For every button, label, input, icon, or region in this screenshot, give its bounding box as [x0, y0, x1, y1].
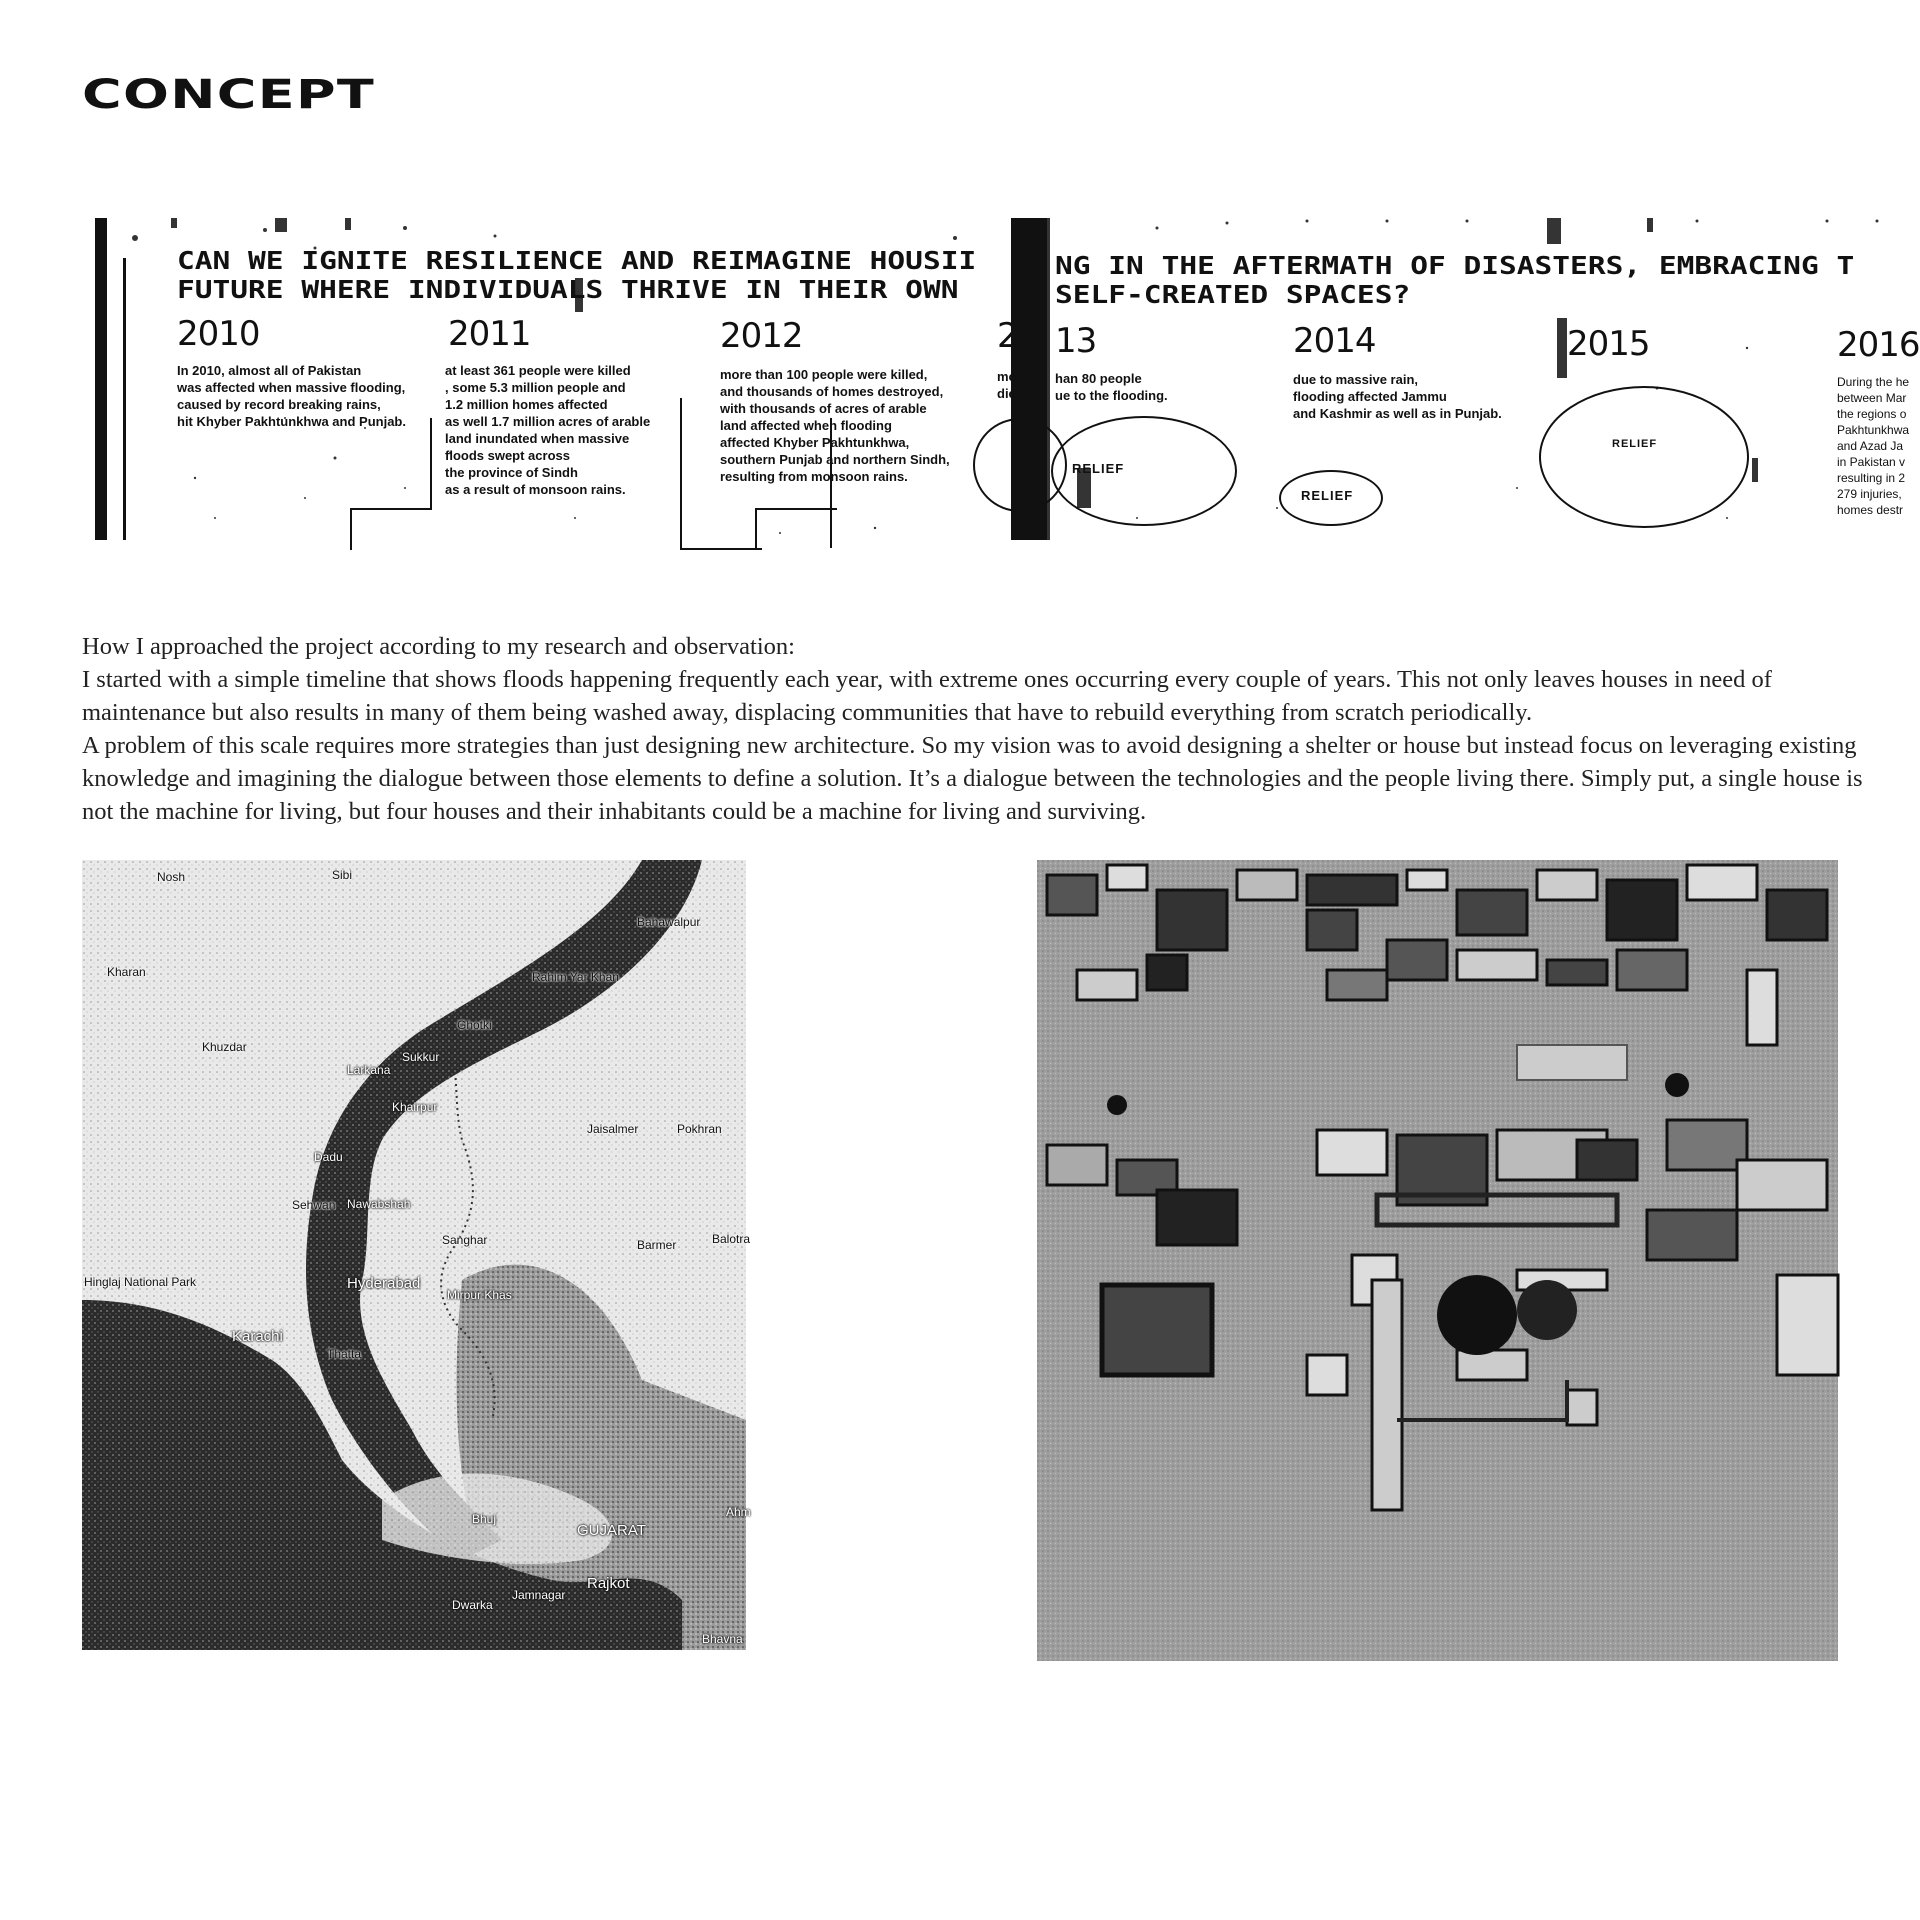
timeline-year-text: During the he between Mar the regions o Pakhtunkhwa and Azad Ja in Pakistan v resulting in 2 279 injuries, homes destr: [1837, 375, 1910, 517]
map-label: Dwarka: [452, 1598, 493, 1612]
body-paragraph: I started with a simple timeline that shows floods happening frequently each year, with extreme ones occurring every couple of years. This not only leaves houses in need of maintenance but also results in many of them being washed away, displacing communities that have to rebuild everything from scratch periodically.: [82, 666, 1772, 726]
map-label: Khairpur: [392, 1100, 438, 1114]
map-label: Dadu: [314, 1150, 343, 1164]
map-label: Pokhran: [677, 1122, 722, 1136]
map-label: Mirpur Khas: [447, 1288, 512, 1302]
map-label: Thatta: [327, 1347, 362, 1361]
relief-label: RELIEF: [1072, 461, 1125, 476]
timeline-bracket: [430, 418, 432, 508]
flood-map-image: [82, 860, 751, 1650]
timeline-question-right: NG IN THE AFTERMATH OF DISASTERS, EMBRACING T SELF-CREATED SPACES?: [1055, 251, 1855, 309]
map-label: Nosh: [157, 870, 186, 884]
relief-label: RELIEF: [1612, 438, 1658, 450]
map-terrain: [82, 860, 746, 1650]
timeline-year: 20: [997, 316, 1039, 356]
map-label: Bhavna: [702, 1632, 743, 1646]
body-paragraph: A problem of this scale requires more strategies than just designing new architecture. So my vision was to avoid designing a shelter or house but instead focus on leveraging existing knowledge and imagining the dialogue between those elements to define a solution. It’s a dialogue between the technologies and the people living there. Simply put, a single house is not the machine for living, but four houses and their inhabitants could be a machine for living and surviving.: [82, 732, 1863, 825]
map-label: Sanghar: [442, 1233, 488, 1247]
aerial-photo-illustration: [1037, 860, 1838, 1661]
timeline-year: 13: [1055, 321, 1097, 361]
timeline-year-text: more died: [997, 369, 1029, 401]
map-label: Bhuj: [472, 1512, 497, 1526]
map-label: Karachi: [232, 1328, 283, 1345]
map-label: Rahim Yar Khan: [532, 970, 619, 984]
timeline-year: 2015: [1567, 324, 1650, 364]
map-label: Bahawalpur: [637, 915, 701, 929]
map-label: GUJARAT: [577, 1522, 646, 1539]
timeline-year: 2012: [720, 316, 803, 356]
divider-bar: [123, 258, 126, 540]
map-label: Sukkur: [402, 1050, 440, 1064]
timeline-strip: [75, 218, 1920, 540]
timeline-year-text: more than 100 people were killed, and thousands of homes destroyed, with thousands of acres of arable land affected when flooding affected Khyber Pakhtunkhwa, southern Punjab and northern Sindh, resulting from monsoon rains.: [720, 367, 950, 484]
map-label: Ghotki: [457, 1018, 492, 1032]
timeline-panel-left: [75, 218, 1047, 540]
map-label: Khuzdar: [202, 1040, 247, 1054]
divider-bar: [95, 218, 107, 540]
map-label: Nawabshah: [347, 1197, 411, 1211]
timeline-year-text: han 80 people ue to the flooding.: [1055, 371, 1168, 403]
page-title: CONCEPT: [82, 72, 376, 118]
timeline-year-text: at least 361 people were killed , some 5.3 million people and 1.2 million homes affected as well 1.7 million acres of arable land inundated when massive floods swept across the province of Sindh as a result of monsoon rains.: [445, 363, 651, 497]
map-label: Sehwan: [292, 1198, 336, 1212]
map-label: Hinglaj National Park: [84, 1275, 197, 1289]
map-label: Sibi: [332, 868, 353, 882]
timeline-year: 2016: [1837, 325, 1920, 365]
map-label: Jaisalmer: [587, 1122, 639, 1136]
timeline-year: 2011: [448, 314, 531, 354]
timeline-year: 2010: [177, 314, 260, 354]
body-paragraph: How I approached the project according to my research and observation:: [82, 633, 795, 660]
map-label: Hyderabad: [347, 1275, 421, 1292]
relief-label: RELIEF: [1301, 488, 1354, 503]
map-label: Kharan: [107, 965, 146, 979]
timeline-question-left: CAN WE IGNITE RESILIENCE AND REIMAGINE HOUSII FUTURE WHERE INDIVIDUALS THRIVE IN THEIR OWN: [177, 246, 977, 304]
timeline-year-text: due to massive rain, flooding affected Jammu and Kashmir as well as in Punjab.: [1293, 372, 1502, 421]
timeline-bracket: [680, 398, 762, 550]
map-label: Rajkot: [587, 1575, 630, 1592]
timeline-bracket: [830, 418, 832, 548]
timeline-panel-right: [1047, 218, 1920, 540]
map-label: Larkana: [347, 1063, 391, 1077]
map-label: Balotra: [712, 1232, 751, 1246]
map-label: Ahm: [726, 1505, 751, 1519]
timeline-bracket: [350, 508, 432, 550]
body-text: [82, 630, 1872, 828]
map-label: Jamnagar: [512, 1588, 566, 1602]
map-label: Barmer: [637, 1238, 677, 1252]
timeline-bracket: [755, 508, 837, 550]
timeline-year-text: In 2010, almost all of Pakistan was affected when massive flooding, caused by record breaking rains, hit Khyber Pakhtunkhwa and Punjab.: [177, 363, 406, 429]
relief-oval: [1539, 386, 1749, 528]
timeline-year: 2014: [1293, 321, 1376, 361]
flooded-village-photo: [1037, 860, 1838, 1661]
